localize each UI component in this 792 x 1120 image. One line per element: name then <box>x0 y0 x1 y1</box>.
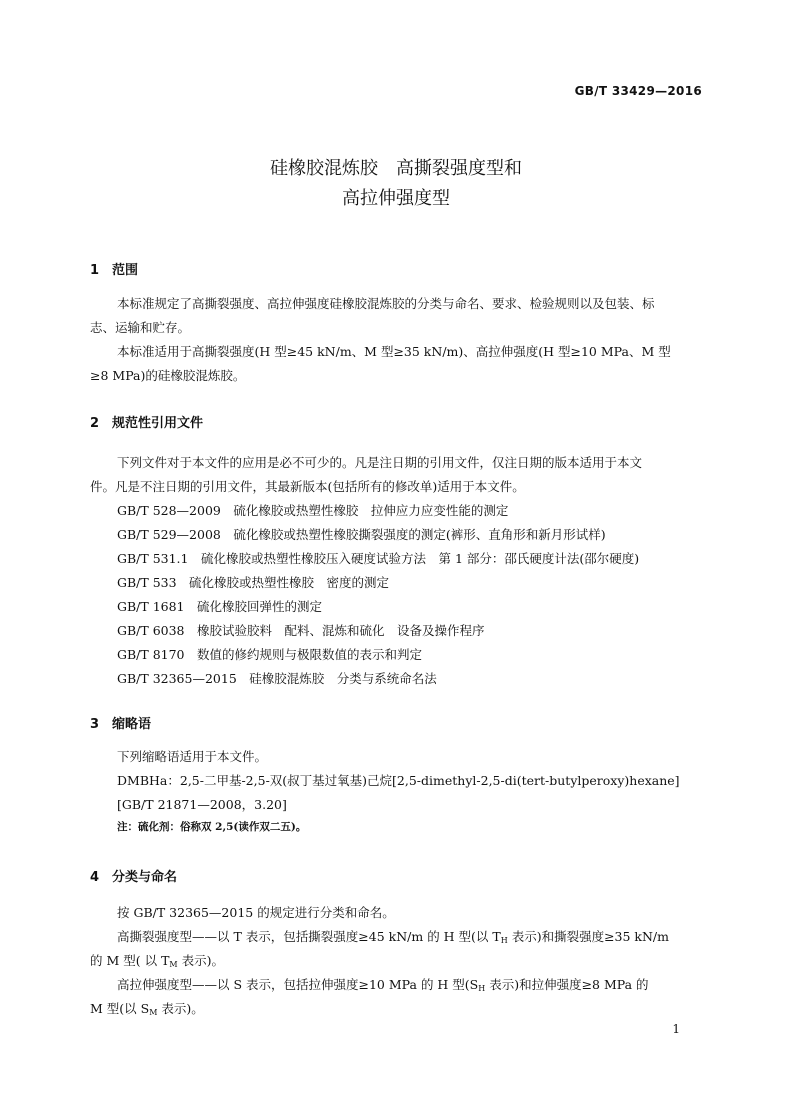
document-title-line2: 高拉伸强度型 <box>342 188 450 209</box>
paragraph-line: 下列缩略语适用于本文件。 <box>117 749 268 764</box>
paragraph-line <box>90 955 224 969</box>
section-number: 1 <box>90 263 100 278</box>
text-run: M 型(以 S <box>90 1001 150 1016</box>
section-4-heading <box>90 866 177 885</box>
text-run: 表示)和拉伸强度≥8 MPa 的 <box>485 977 649 992</box>
section-title: 分类与命名 <box>112 870 178 885</box>
text-run: 的 M 型( 以 T <box>90 953 170 968</box>
paragraph-line: 件。凡是不注日期的引用文件，其最新版本(包括所有的修改单)适用于本文件。 <box>90 479 525 494</box>
section-3-heading <box>90 713 151 732</box>
subscript: M <box>149 1008 158 1017</box>
paragraph-line: 按 GB/T 32365—2015 的规定进行分类和命名。 <box>117 905 395 920</box>
abbreviation-definition: DMBHa：2,5-二甲基-2,5-双(叔丁基过氧基)己烷[2,5-dimethyl-2,5-di(tert-butylperoxy)hexane] <box>117 773 680 788</box>
section-title: 范围 <box>112 263 139 278</box>
paragraph-line <box>117 931 669 945</box>
paragraph-line: 本标准适用于高撕裂强度(H 型≥45 kN/m、M 型≥35 kN/m)、高拉伸强度(H 型≥10 MPa、M 型 <box>117 344 671 359</box>
section-2-heading <box>90 412 203 431</box>
section-title: 规范性引用文件 <box>112 416 204 431</box>
text-run: 高拉伸强度型——以 S 表示，包括拉伸强度≥10 MPa 的 H 型(S <box>117 977 479 992</box>
paragraph-line: ≥8 MPa)的硅橡胶混炼胶。 <box>90 368 246 383</box>
document-code: GB/T 33429—2016 <box>574 84 702 98</box>
text-run: 表示)。 <box>157 1001 204 1016</box>
page-number: 1 <box>672 1022 680 1036</box>
section-number: 2 <box>90 416 100 431</box>
reference-item: GB/T 6038 橡胶试验胶料 配料、混炼和硫化 设备及操作程序 <box>117 623 485 638</box>
reference-item: GB/T 528—2009 硫化橡胶或热塑性橡胶 拉伸应力应变性能的测定 <box>117 503 509 518</box>
reference-item: GB/T 1681 硫化橡胶回弹性的测定 <box>117 599 323 614</box>
subscript: H <box>478 984 486 993</box>
reference-item: GB/T 531.1 硫化橡胶或热塑性橡胶压入硬度试验方法 第 1 部分：邵氏硬度计法(邵尔硬度) <box>117 551 640 566</box>
subscript: H <box>500 936 508 945</box>
text-run: 高撕裂强度型——以 T 表示，包括撕裂强度≥45 kN/m 的 H 型(以 T <box>117 929 501 944</box>
document-title-line1: 硅橡胶混炼胶 高撕裂强度型和 <box>270 158 522 179</box>
subscript: M <box>169 960 178 969</box>
reference-item: GB/T 32365—2015 硅橡胶混炼胶 分类与系统命名法 <box>117 671 437 686</box>
reference-item: GB/T 529—2008 硫化橡胶或热塑性橡胶撕裂强度的测定(裤形、直角形和新月形试样) <box>117 527 606 542</box>
section-1-heading <box>90 259 138 278</box>
note: 注：硫化剂：俗称双 2,5(读作双二五)。 <box>117 821 307 833</box>
section-number: 3 <box>90 717 100 732</box>
paragraph-line: 志、运输和贮存。 <box>90 320 191 335</box>
abbreviation-source: [GB/T 21871—2008，3.20] <box>117 797 287 812</box>
paragraph-line: 本标准规定了高撕裂强度、高拉伸强度硅橡胶混炼胶的分类与命名、要求、检验规则以及包装、标 <box>117 296 655 311</box>
reference-item: GB/T 8170 数值的修约规则与极限数值的表示和判定 <box>117 647 423 662</box>
text-run: 表示)。 <box>177 953 224 968</box>
paragraph-line <box>90 1003 204 1017</box>
text-run: 表示)和撕裂强度≥35 kN/m <box>507 929 669 944</box>
reference-item: GB/T 533 硫化橡胶或热塑性橡胶 密度的测定 <box>117 575 390 590</box>
section-title: 缩略语 <box>112 717 152 732</box>
paragraph-line: 下列文件对于本文件的应用是必不可少的。凡是注日期的引用文件，仅注日期的版本适用于本文 <box>117 455 643 470</box>
section-number: 4 <box>90 870 100 885</box>
paragraph-line <box>117 979 649 993</box>
